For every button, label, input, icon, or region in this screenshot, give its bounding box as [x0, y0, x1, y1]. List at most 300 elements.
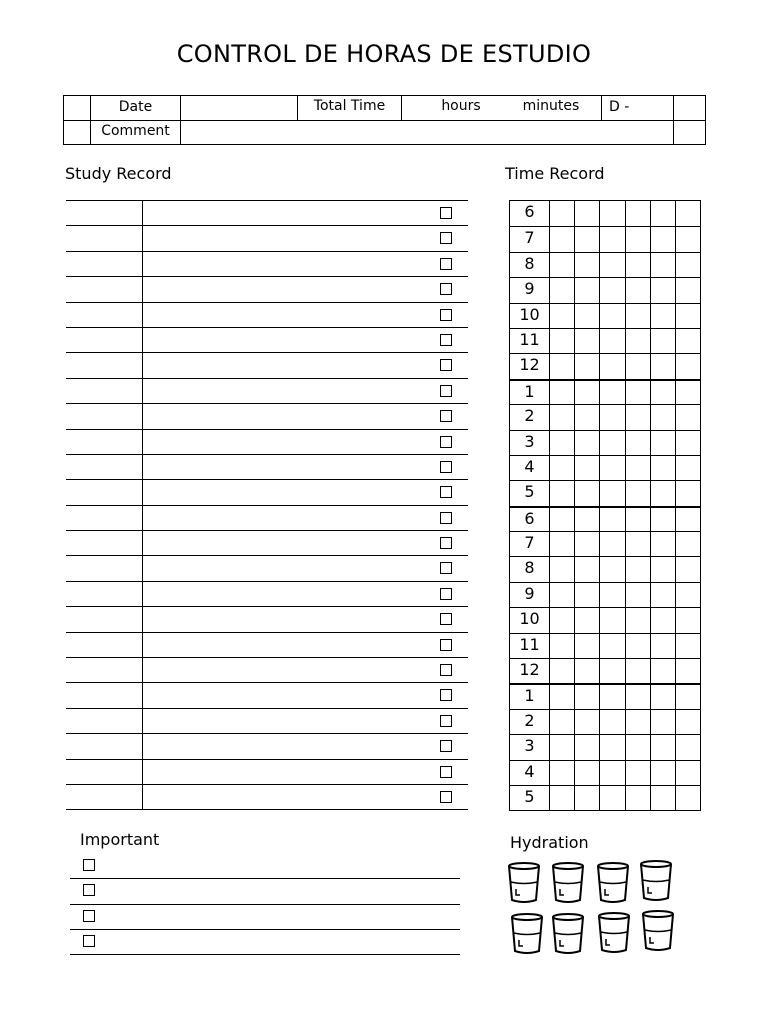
- time-cell-divider: [650, 278, 651, 302]
- study-checkbox[interactable]: [440, 613, 452, 625]
- time-cell-divider: [625, 583, 626, 607]
- time-cell-divider: [625, 532, 626, 556]
- time-cell-divider: [599, 354, 600, 378]
- time-cell-divider: [574, 634, 575, 658]
- time-record-row[interactable]: [510, 252, 700, 277]
- study-record-row[interactable]: [66, 606, 468, 631]
- hour-label: 4: [524, 456, 535, 476]
- time-cell-divider: [650, 532, 651, 556]
- time-cell-divider: [599, 278, 600, 302]
- time-cell-divider: [675, 405, 676, 429]
- time-record-row[interactable]: [510, 201, 700, 226]
- time-cell-divider: [625, 278, 626, 302]
- time-cell-divider: [625, 685, 626, 708]
- study-record-row[interactable]: [66, 657, 468, 682]
- time-record-row[interactable]: [510, 658, 700, 683]
- time-cell-divider: [574, 304, 575, 328]
- study-record-row[interactable]: [66, 581, 468, 606]
- study-checkbox[interactable]: [440, 740, 452, 752]
- hour-label: 6: [524, 202, 535, 221]
- time-cell-divider: [625, 557, 626, 581]
- study-checkbox[interactable]: [440, 791, 452, 803]
- time-cell-divider: [574, 761, 575, 785]
- time-cell-divider: [599, 508, 600, 531]
- time-record-row[interactable]: [510, 633, 700, 658]
- time-cell-divider: [549, 304, 550, 328]
- study-record-row[interactable]: [66, 302, 468, 327]
- time-cell-divider: [599, 329, 600, 353]
- time-cell-divider: [625, 354, 626, 378]
- time-cell-divider: [574, 557, 575, 581]
- study-record-row[interactable]: [66, 784, 468, 810]
- time-record-row[interactable]: [510, 709, 700, 734]
- time-cell-divider: [650, 557, 651, 581]
- time-cell-divider: [549, 253, 550, 277]
- study-record-row[interactable]: [66, 454, 468, 479]
- important-checkbox[interactable]: [83, 884, 95, 896]
- time-cell-divider: [675, 583, 676, 607]
- study-record-row[interactable]: [66, 733, 468, 758]
- time-record-row[interactable]: [510, 455, 700, 480]
- time-cell-divider: [549, 227, 550, 251]
- time-record-row[interactable]: [510, 226, 700, 251]
- time-cell-divider: [650, 608, 651, 632]
- study-record-row[interactable]: [66, 505, 468, 530]
- time-cell-divider: [599, 227, 600, 251]
- time-record-row[interactable]: [510, 582, 700, 607]
- time-cell-divider: [599, 431, 600, 455]
- column-divider: [142, 353, 143, 377]
- time-record-row[interactable]: [510, 531, 700, 556]
- time-cell-divider: [650, 381, 651, 404]
- time-cell-divider: [675, 253, 676, 277]
- water-glass-icon[interactable]: [511, 913, 543, 955]
- time-cell-divider: [549, 710, 550, 734]
- time-record-row[interactable]: [510, 353, 700, 378]
- header-col-line: [601, 96, 602, 120]
- column-divider: [142, 404, 143, 428]
- time-cell-divider: [650, 354, 651, 378]
- study-record-row[interactable]: [66, 251, 468, 276]
- study-record-row[interactable]: [66, 682, 468, 707]
- hour-label: 5: [524, 786, 535, 806]
- time-cell-divider: [650, 253, 651, 277]
- time-cell-divider: [625, 456, 626, 480]
- time-cell-divider: [650, 786, 651, 810]
- time-cell-divider: [625, 481, 626, 505]
- study-record-row[interactable]: [66, 479, 468, 504]
- time-cell-divider: [599, 456, 600, 480]
- time-cell-divider: [574, 608, 575, 632]
- time-cell-divider: [549, 583, 550, 607]
- time-cell-divider: [574, 227, 575, 251]
- hour-label: 8: [524, 558, 535, 578]
- study-checkbox[interactable]: [440, 436, 452, 448]
- time-cell-divider: [650, 329, 651, 353]
- time-cell-divider: [675, 354, 676, 378]
- water-glass-icon[interactable]: [552, 913, 584, 955]
- time-cell-divider: [599, 481, 600, 505]
- time-cell-divider: [675, 227, 676, 251]
- time-cell-divider: [599, 608, 600, 632]
- time-cell-divider: [574, 354, 575, 378]
- comment-field[interactable]: [181, 121, 673, 144]
- time-cell-divider: [549, 659, 550, 683]
- study-record-row[interactable]: [66, 555, 468, 580]
- time-cell-divider: [549, 761, 550, 785]
- study-checkbox[interactable]: [440, 309, 452, 321]
- study-checkbox[interactable]: [440, 207, 452, 219]
- time-cell-divider: [549, 354, 550, 378]
- hour-label: 12: [519, 355, 540, 375]
- time-cell-divider: [574, 685, 575, 708]
- time-record-label: Time Record: [505, 164, 605, 183]
- page-title: CONTROL DE HORAS DE ESTUDIO: [176, 40, 592, 68]
- column-divider: [142, 328, 143, 352]
- time-cell-divider: [675, 381, 676, 404]
- hour-label: 11: [519, 634, 540, 654]
- hour-label: 3: [524, 431, 535, 451]
- important-list: [70, 854, 460, 955]
- important-label: Important: [80, 830, 160, 849]
- column-divider: [142, 226, 143, 250]
- study-checkbox[interactable]: [440, 588, 452, 600]
- time-cell-divider: [650, 634, 651, 658]
- time-cell-divider: [574, 431, 575, 455]
- time-cell-divider: [599, 659, 600, 683]
- study-checkbox[interactable]: [440, 689, 452, 701]
- time-cell-divider: [574, 253, 575, 277]
- total-time-label: Total Time: [313, 98, 386, 114]
- column-divider: [142, 480, 143, 504]
- important-row[interactable]: [70, 854, 460, 879]
- hour-label: 6: [524, 508, 535, 528]
- time-cell-divider: [650, 201, 651, 226]
- time-cell-divider: [625, 710, 626, 734]
- column-divider: [142, 582, 143, 606]
- time-record-row[interactable]: [510, 480, 700, 505]
- study-record-table: [66, 200, 468, 810]
- important-row[interactable]: [70, 930, 460, 955]
- study-checkbox[interactable]: [440, 486, 452, 498]
- column-divider: [142, 506, 143, 530]
- study-checkbox[interactable]: [440, 715, 452, 727]
- time-cell-divider: [625, 381, 626, 404]
- water-glass-icon[interactable]: [640, 860, 672, 902]
- d-label: D -: [609, 99, 630, 115]
- column-divider: [142, 303, 143, 327]
- time-cell-divider: [574, 481, 575, 505]
- study-record-row[interactable]: [66, 632, 468, 657]
- time-cell-divider: [599, 685, 600, 708]
- time-record-grid: [509, 200, 701, 811]
- time-cell-divider: [675, 304, 676, 328]
- time-cell-divider: [625, 608, 626, 632]
- time-cell-divider: [675, 431, 676, 455]
- comment-label: Comment: [101, 123, 170, 139]
- study-checkbox[interactable]: [440, 385, 452, 397]
- time-cell-divider: [625, 201, 626, 226]
- time-cell-divider: [675, 481, 676, 505]
- water-glass-icon[interactable]: [552, 862, 584, 904]
- important-checkbox[interactable]: [83, 859, 95, 871]
- time-cell-divider: [549, 329, 550, 353]
- time-cell-divider: [599, 710, 600, 734]
- time-cell-divider: [675, 735, 676, 759]
- time-cell-divider: [574, 786, 575, 810]
- study-record-row[interactable]: [66, 378, 468, 403]
- column-divider: [142, 785, 143, 809]
- hour-label: 1: [524, 381, 535, 401]
- minutes-label: minutes: [522, 98, 580, 114]
- study-checkbox[interactable]: [440, 766, 452, 778]
- time-cell-divider: [599, 532, 600, 556]
- time-cell-divider: [625, 304, 626, 328]
- important-checkbox[interactable]: [83, 935, 95, 947]
- time-cell-divider: [675, 659, 676, 683]
- column-divider: [142, 277, 143, 301]
- water-glass-icon[interactable]: [598, 912, 630, 954]
- hour-label: 1: [524, 686, 535, 706]
- hour-label: 8: [524, 253, 535, 273]
- time-record-row[interactable]: [510, 430, 700, 455]
- time-cell-divider: [549, 608, 550, 632]
- study-checkbox[interactable]: [440, 359, 452, 371]
- time-cell-divider: [625, 659, 626, 683]
- time-record-row[interactable]: [510, 404, 700, 429]
- time-cell-divider: [599, 786, 600, 810]
- time-record-row[interactable]: [510, 506, 700, 531]
- time-cell-divider: [549, 634, 550, 658]
- study-checkbox[interactable]: [440, 639, 452, 651]
- time-record-row[interactable]: [510, 683, 700, 708]
- column-divider: [142, 379, 143, 403]
- study-checkbox[interactable]: [440, 410, 452, 422]
- study-checkbox[interactable]: [440, 258, 452, 270]
- time-cell-divider: [675, 761, 676, 785]
- time-cell-divider: [574, 405, 575, 429]
- column-divider: [142, 252, 143, 276]
- time-cell-divider: [675, 786, 676, 810]
- time-cell-divider: [650, 304, 651, 328]
- time-cell-divider: [599, 405, 600, 429]
- study-checkbox[interactable]: [440, 232, 452, 244]
- water-glass-icon[interactable]: [508, 862, 540, 904]
- time-cell-divider: [675, 634, 676, 658]
- column-divider: [142, 633, 143, 657]
- time-cell-divider: [650, 583, 651, 607]
- header-table: [63, 95, 706, 145]
- time-cell-divider: [549, 456, 550, 480]
- hydration-label: Hydration: [510, 833, 589, 852]
- time-cell-divider: [625, 735, 626, 759]
- study-record-row[interactable]: [66, 276, 468, 301]
- time-cell-divider: [625, 431, 626, 455]
- time-cell-divider: [650, 456, 651, 480]
- time-cell-divider: [549, 431, 550, 455]
- study-record-row[interactable]: [66, 530, 468, 555]
- study-checkbox[interactable]: [440, 664, 452, 676]
- study-record-row[interactable]: [66, 403, 468, 428]
- time-cell-divider: [650, 431, 651, 455]
- time-record-row[interactable]: [510, 277, 700, 302]
- time-cell-divider: [574, 508, 575, 531]
- time-record-row[interactable]: [510, 785, 700, 810]
- time-cell-divider: [574, 201, 575, 226]
- column-divider: [142, 607, 143, 631]
- time-cell-divider: [650, 710, 651, 734]
- important-checkbox[interactable]: [83, 910, 95, 922]
- hour-label: 7: [524, 533, 535, 553]
- time-cell-divider: [574, 381, 575, 404]
- column-divider: [142, 531, 143, 555]
- time-cell-divider: [650, 227, 651, 251]
- time-cell-divider: [675, 532, 676, 556]
- time-cell-divider: [675, 508, 676, 531]
- time-cell-divider: [599, 381, 600, 404]
- time-cell-divider: [650, 685, 651, 708]
- time-record-row[interactable]: [510, 607, 700, 632]
- time-record-row[interactable]: [510, 556, 700, 581]
- time-cell-divider: [549, 278, 550, 302]
- hour-label: 10: [519, 304, 540, 324]
- column-divider: [142, 556, 143, 580]
- time-cell-divider: [675, 685, 676, 708]
- time-cell-divider: [675, 710, 676, 734]
- time-cell-divider: [650, 659, 651, 683]
- time-cell-divider: [599, 761, 600, 785]
- study-checkbox[interactable]: [440, 512, 452, 524]
- study-record-row[interactable]: [66, 352, 468, 377]
- study-record-label: Study Record: [65, 164, 172, 183]
- hour-label: 9: [524, 583, 535, 603]
- time-cell-divider: [675, 329, 676, 353]
- column-divider: [142, 734, 143, 758]
- study-record-row[interactable]: [66, 225, 468, 250]
- hour-label: 2: [524, 710, 535, 730]
- time-cell-divider: [625, 253, 626, 277]
- time-cell-divider: [599, 583, 600, 607]
- important-row[interactable]: [70, 879, 460, 904]
- study-record-row[interactable]: [66, 429, 468, 454]
- header-col-line: [673, 96, 674, 144]
- time-cell-divider: [675, 557, 676, 581]
- study-checkbox[interactable]: [440, 283, 452, 295]
- time-cell-divider: [675, 456, 676, 480]
- study-checkbox[interactable]: [440, 537, 452, 549]
- hour-label: 4: [524, 761, 535, 781]
- time-cell-divider: [625, 786, 626, 810]
- time-cell-divider: [599, 253, 600, 277]
- time-cell-divider: [599, 634, 600, 658]
- study-checkbox[interactable]: [440, 461, 452, 473]
- time-cell-divider: [675, 278, 676, 302]
- time-cell-divider: [549, 481, 550, 505]
- time-cell-divider: [574, 659, 575, 683]
- time-cell-divider: [599, 735, 600, 759]
- time-cell-divider: [675, 201, 676, 226]
- time-cell-divider: [549, 508, 550, 531]
- study-record-row[interactable]: [66, 708, 468, 733]
- time-cell-divider: [549, 201, 550, 226]
- important-row[interactable]: [70, 905, 460, 930]
- time-cell-divider: [650, 508, 651, 531]
- time-cell-divider: [549, 557, 550, 581]
- study-checkbox[interactable]: [440, 562, 452, 574]
- time-cell-divider: [650, 761, 651, 785]
- time-cell-divider: [549, 381, 550, 404]
- hour-label: 7: [524, 228, 535, 248]
- time-cell-divider: [574, 583, 575, 607]
- time-cell-divider: [549, 532, 550, 556]
- time-cell-divider: [650, 735, 651, 759]
- column-divider: [142, 658, 143, 682]
- time-cell-divider: [625, 227, 626, 251]
- column-divider: [142, 430, 143, 454]
- study-record-row[interactable]: [66, 759, 468, 784]
- header-col-line: [401, 96, 402, 120]
- time-cell-divider: [625, 761, 626, 785]
- time-cell-divider: [549, 405, 550, 429]
- study-checkbox[interactable]: [440, 334, 452, 346]
- time-cell-divider: [625, 405, 626, 429]
- column-divider: [142, 201, 143, 225]
- hour-label: 2: [524, 406, 535, 426]
- time-cell-divider: [625, 634, 626, 658]
- column-divider: [142, 455, 143, 479]
- time-cell-divider: [549, 735, 550, 759]
- time-cell-divider: [574, 735, 575, 759]
- hour-label: 5: [524, 482, 535, 502]
- water-glass-icon[interactable]: [597, 862, 629, 904]
- hour-label: 11: [519, 329, 540, 349]
- time-record-row[interactable]: [510, 303, 700, 328]
- water-glass-icon[interactable]: [642, 910, 674, 952]
- time-cell-divider: [574, 329, 575, 353]
- time-cell-divider: [574, 710, 575, 734]
- column-divider: [142, 709, 143, 733]
- hours-label: hours: [441, 98, 481, 114]
- time-cell-divider: [675, 608, 676, 632]
- date-label: Date: [118, 99, 153, 115]
- time-cell-divider: [650, 405, 651, 429]
- time-cell-divider: [599, 304, 600, 328]
- hour-label: 3: [524, 736, 535, 756]
- study-record-row[interactable]: [66, 327, 468, 352]
- time-cell-divider: [599, 557, 600, 581]
- time-cell-divider: [599, 201, 600, 226]
- date-field[interactable]: [181, 96, 297, 120]
- time-cell-divider: [625, 329, 626, 353]
- study-record-row[interactable]: [66, 200, 468, 225]
- time-record-row[interactable]: [510, 760, 700, 785]
- time-cell-divider: [574, 278, 575, 302]
- time-record-row[interactable]: [510, 734, 700, 759]
- time-cell-divider: [650, 481, 651, 505]
- time-cell-divider: [574, 532, 575, 556]
- hour-label: 12: [519, 660, 540, 680]
- hour-label: 9: [524, 279, 535, 299]
- time-record-row[interactable]: [510, 379, 700, 404]
- hour-label: 10: [519, 609, 540, 629]
- time-cell-divider: [549, 685, 550, 708]
- column-divider: [142, 760, 143, 784]
- time-record-row[interactable]: [510, 328, 700, 353]
- time-cell-divider: [574, 456, 575, 480]
- time-cell-divider: [625, 508, 626, 531]
- column-divider: [142, 683, 143, 707]
- time-cell-divider: [549, 786, 550, 810]
